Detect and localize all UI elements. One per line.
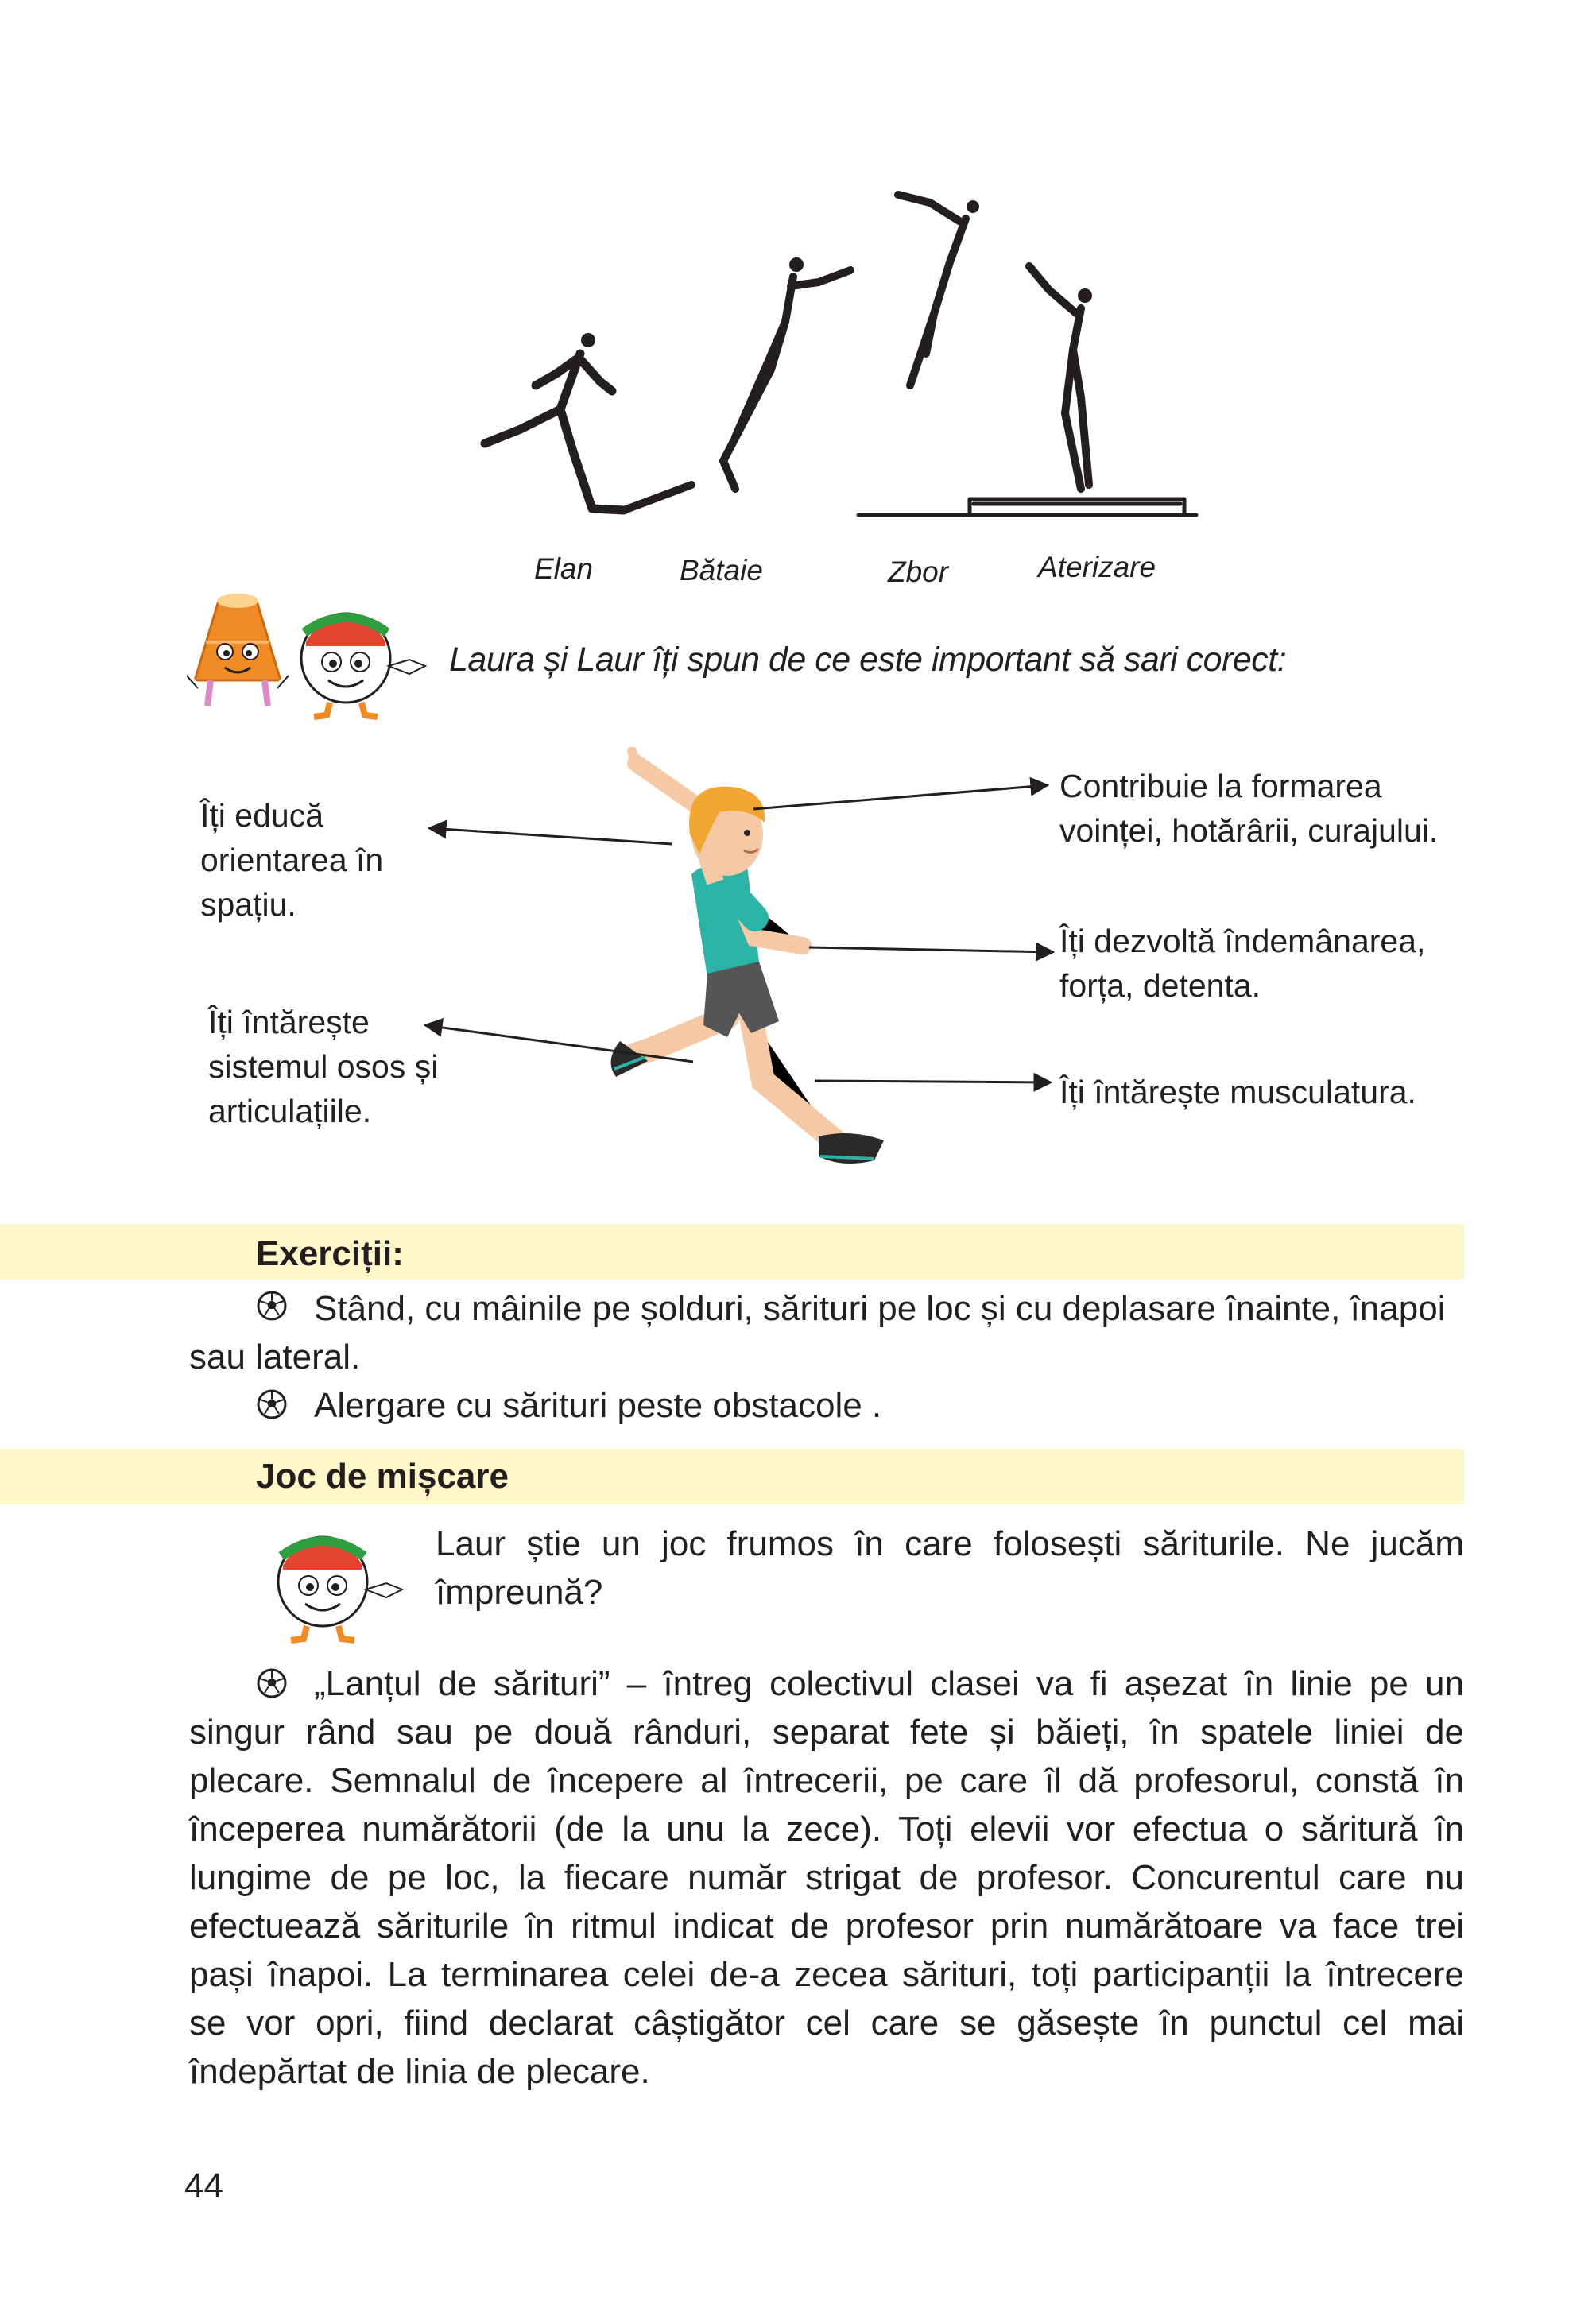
- game-heading-band: [0, 1449, 1464, 1504]
- benefit-line: Contribuie la formarea: [1059, 768, 1382, 804]
- game-line: îndepărtat de linia de plecare.: [189, 2052, 650, 2091]
- benefit-line: Îți întărește: [208, 1004, 370, 1040]
- game-line: singur rând sau pe două rânduri, separat fete și băieți, în spatele liniei de: [189, 1713, 1464, 1752]
- exercises-heading: Exerciții:: [256, 1234, 404, 1273]
- benefit-line: forța, detenta.: [1059, 967, 1261, 1004]
- benefit-skill: [1059, 919, 1425, 1008]
- game-intro: [436, 1520, 1464, 1617]
- game-line: lungime de pe loc, la fiecare număr strigat de profesor. Concurentul care nu: [189, 1858, 1464, 1897]
- benefit-bones: [208, 1000, 438, 1133]
- exercise-item-1: [189, 1284, 1464, 1381]
- benefit-willpower: [1059, 764, 1438, 853]
- game-description: [189, 1659, 1464, 2096]
- game-intro-line-2: împreună?: [436, 1573, 603, 1612]
- game-line: se vor opri, fiind declarat câștigător cel care se găsește în punctul cel mai: [189, 2004, 1464, 2043]
- soccer-ball-icon: [256, 1388, 288, 1420]
- caption-elan: Elan: [534, 552, 594, 585]
- game-intro-line-1: Laur știe un joc frumos în care folosești săriturile. Ne jucăm: [436, 1524, 1464, 1563]
- benefit-line: sistemul osos și: [208, 1048, 439, 1085]
- exercise-1-line-2: sau lateral.: [189, 1338, 361, 1377]
- caption-aterizare: Aterizare: [1038, 551, 1156, 583]
- game-line: începerea numărătorii (de la unu la zece). Toți elevii vor efectua o săritură în: [189, 1810, 1464, 1849]
- benefit-line: Îți educă: [200, 797, 323, 834]
- benefit-orientation: [200, 793, 383, 927]
- laur-mascot-small: [253, 1510, 412, 1645]
- benefit-line: Îți dezvoltă îndemânarea,: [1059, 923, 1426, 959]
- caption-bataie: Bătaie: [680, 554, 763, 587]
- caption-zbor: Zbor: [888, 556, 949, 588]
- benefit-line: spațiu.: [200, 886, 296, 923]
- exercise-1-line-1: Stând, cu mâinile pe șolduri, sărituri pe loc și cu deplasare înainte, înapoi: [314, 1289, 1446, 1328]
- benefit-line: orientarea în: [200, 842, 384, 878]
- game-line: „Lanțul de sărituri” – întreg colectivul clasei va fi așezat în linie pe un: [314, 1664, 1464, 1703]
- game-line: pași înapoi. La terminarea celei de-a zecea sărituri, toți participanții la întrecere: [189, 1955, 1464, 1994]
- benefit-line: voinței, hotărârii, curajului.: [1059, 812, 1439, 849]
- game-heading: Joc de mișcare: [256, 1457, 509, 1496]
- benefit-muscles: Îți întărește musculatura.: [1059, 1074, 1416, 1110]
- exercises-heading-band: [0, 1224, 1464, 1280]
- game-line: plecare. Semnalul de începere al întrecerii, pe care îl dă profesorul, constă în: [189, 1761, 1464, 1800]
- intro-text: Laura și Laur îți spun de ce este important să sari corect:: [449, 641, 1287, 679]
- page-number: 44: [184, 2166, 223, 2205]
- benefit-line: articulațiile.: [208, 1093, 372, 1129]
- exercise-item-2: Alergare cu sărituri peste obstacole .: [314, 1386, 882, 1425]
- game-line: efectuează săriturile în ritmul indicat de profesor prin numărătoare va face trei: [189, 1907, 1464, 1946]
